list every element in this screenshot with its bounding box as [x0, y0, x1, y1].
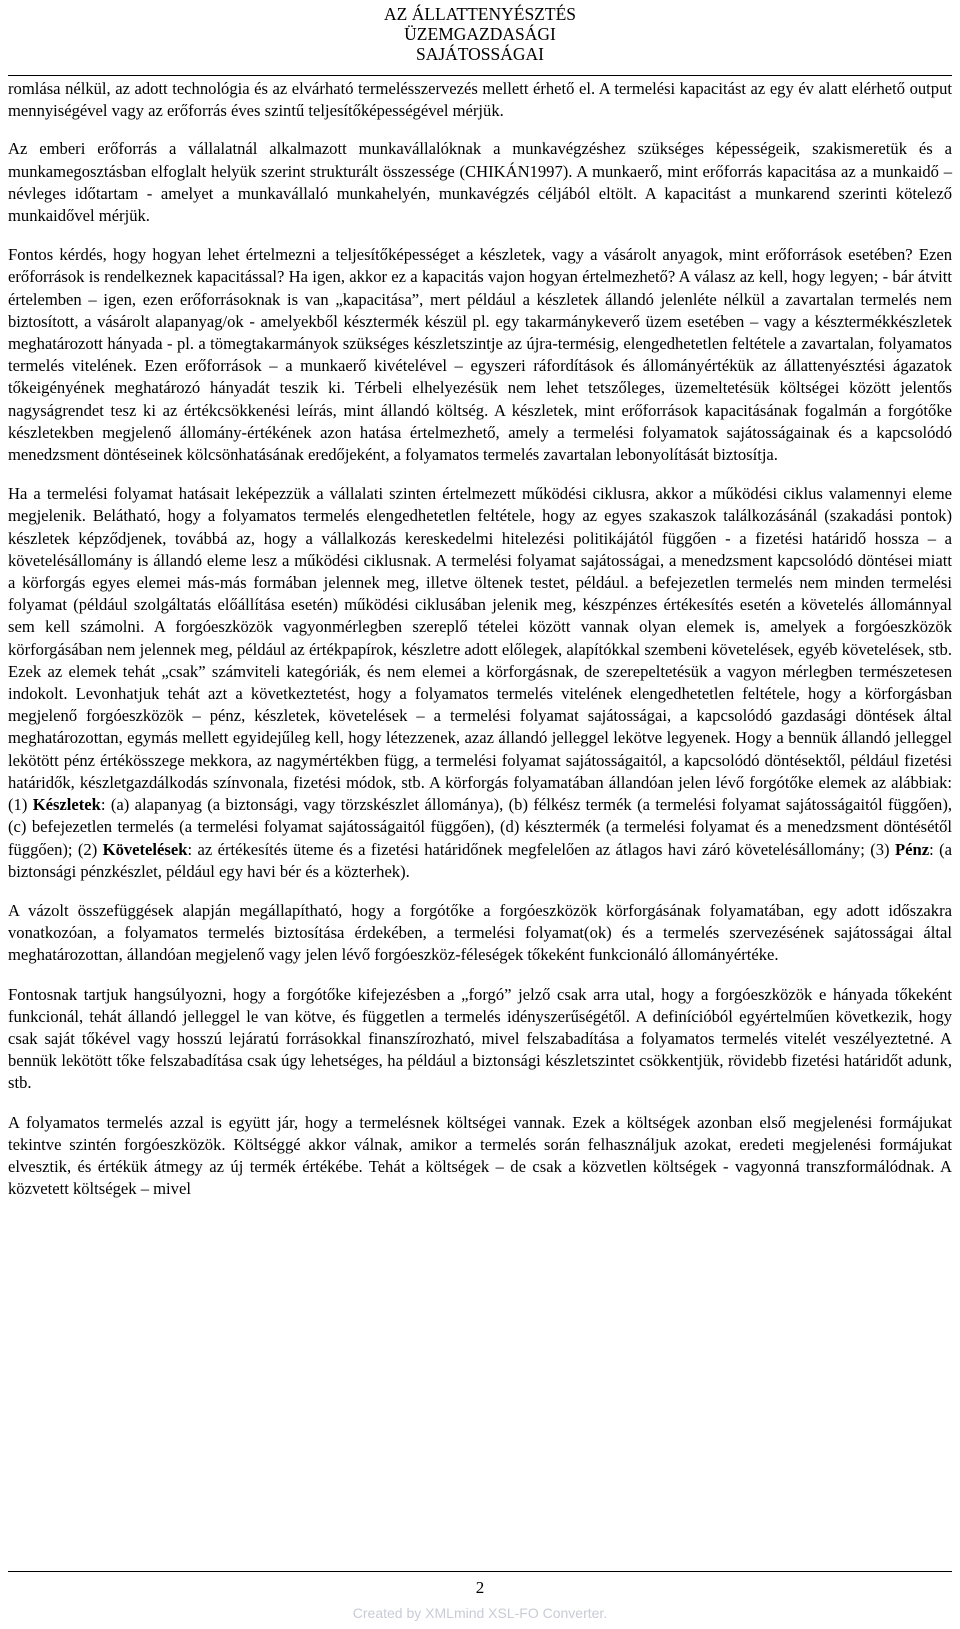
- page-number: 2: [475, 1578, 485, 1597]
- paragraph: A vázolt összefüggések alapján megállapítható, hogy a forgótőke a forgóeszközök körforgásának folyamatában, egy adott időszakra vonatkozóan, a folyamatos termelés biztosítása érdekében, a termelési folyamat(ok) és a termelés szervezésének sajátosságai által meghatározottan, állandóan megjelenő vagy jelen lévő forgóeszköz-féleségek tőkeként funkcionáló állományértéke.: [8, 900, 952, 965]
- running-header: [0, 4, 960, 64]
- footer-divider: [8, 1571, 952, 1572]
- paragraph-text: : (a) alapanyag (a biztonsági, vagy törzskészlet állománya), (b) félkész termék (a termelési folyamat sajátosságaitól függően), (c) befejezetlen termelés (a termelési folyamat sajátosságaitól függően), (d) késztermék (a termelési folyamat és a menedzsment döntésétől függően); (2): [8, 795, 952, 859]
- converter-watermark: Created by XMLmind XSL-FO Converter.: [352, 1605, 608, 1621]
- header-line: AZ ÁLLATTENYÉSZTÉS: [384, 4, 576, 24]
- paragraph: Fontosnak tartjuk hangsúlyozni, hogy a forgótőke kifejezésben a „forgó” jelző csak arra utal, hogy a forgóeszközök e hányada tőkeként funkcionál, tehát állandó jelleggel le van kötve, és független a termelés idényszerűségétől. A definícióból egyértelműen következik, hogy csak saját tőkével vagy hosszú lejáratú forrásokkal finanszírozható, mivel felszabadítása a folyamatos termelés vitelét veszélyeztetné. A bennük lekötött tőke felszabadítása csak úgy lehetséges, ha például a biztonsági készletszintet csökkentjük, rövidebb fizetési határidőt adunk, stb.: [8, 984, 952, 1093]
- header-divider: [8, 75, 952, 76]
- paragraph-text: : az értékesítés üteme és a fizetési határidőnek megfelelően az átlagos havi záró követelésállomány; (3): [187, 839, 895, 859]
- paragraph: romlása nélkül, az adott technológia és az elvárható termelésszervezés mellett érhető el. A termelési kapacitást az egy év alatt elérhető output mennyiségével vagy az erőforrás éves szintű teljesítőképességével mérjük.: [8, 79, 952, 121]
- bold-term: Pénz: [894, 839, 930, 859]
- paragraph: Az emberi erőforrás a vállalatnál alkalmazott munkavállalóknak a munkavégzéshez szükséges képességeik, szakismeretük és a munkamegosztásban elfoglalt helyük szerint strukturált összessége (CHIKÁN1997). A munkaerő, mint erőforrás kapacitása az a munkaidő – névleges időtartam - amelyet a munkavállaló munkahelyén, munkavégzés céljából eltölt. A kapacitást a munkarend szerinti kötelező munkaidővel mérjük.: [8, 139, 952, 226]
- paragraph: [8, 483, 952, 883]
- paragraph-text: : (a biztonsági pénzkészlet, például egy havi bér és a közterhek).: [8, 839, 952, 881]
- paragraph: Fontos kérdés, hogy hogyan lehet értelmezni a teljesítőképességet a készletek, vagy a vásárolt anyagok, mint erőforrások esetében? Ezen erőforrások is rendelkeznek kapacitással? Ha igen, akkor ez a kapacitás vajon hogyan értelmezhető? A válasz az kell, hogy legyen; - bár átvitt értelemben – igen, ezen erőforrásoknak is van „kapacitása”, mert például a készletek állandó jelenléte nélkül a zavartalan termelés nem biztosított, a vásárolt alapanyag/ok - amelyekből késztermék készül pl. egy takarmánykeverő üzem esetében – vagy a késztermékkészletek meghatározott hányada - pl. a tömegtakarmányok szükséges készletszintje az újra-termésig, elengedhetetlen feltétele a zavartalan, folyamatos termelés vitelének. Ezen erőforrások – a munkaerő kivételével – egyszeri ráfordítások és állományértékük az állattenyésztési ágazatok tőkeigényének meghatározó hányadát teszik ki. Térbeli elhelyezésük nem lehet tetszőleges, üzemeltetésük költségei között jelentős nagyságrendet tesz ki az értékcsökkenési leírás, mint állandó költség. A készletek, mint erőforrások kapacitásának fogalmán a forgótőke készletekben megjelenő állomány-értékének azon hatása értelmezhető, amely a termelési folyamatok sajátosságainak és a kapcsolódó menedzsment döntéseinek kölcsönhatásának eredőjeként, a folyamatos termelés zavartalan lebonyolítását biztosítja.: [8, 245, 952, 465]
- bold-term: Készletek: [32, 795, 101, 815]
- paragraph: A folyamatos termelés azzal is együtt jár, hogy a termelésnek költségei vannak. Ezek a költségek azonban első megjelenési formájukat tekintve szintén forgóeszközök. Költséggé akkor válnak, amikor a termelés során felhasználjuk azokat, eredeti megjelenési formájukat elvesztik, és értékük átmegy az új termék értékébe. Tehát a költségek – de csak a közvetlen költségek - vagyonná transzformálódnak. A közvetett költségek – mivel: [8, 1112, 952, 1199]
- body-text: [8, 78, 952, 1217]
- paragraph-text: Ha a termelési folyamat hatásait leképezzük a vállalati szinten értelmezett működési ciklusra, akkor a működési ciklus valamennyi eleme megjelenik. Belátható, hogy a folyamatos termelés elengedhetetlen feltétele, hogy az egyes szakaszok találkozásánál (szakadási pontok) készletek képződjenek, továbbá az, hogy a vállalkozás kereskedelmi hitelezési politikájától függően - a fizetési határidő hossza – a követelésállomány is állandó eleme lesz a működési ciklusnak. A termelési folyamat sajátosságai, a menedzsment kapcsolódó döntései miatt a körforgás egyes elemei más-más formában jelennek meg, illetve öltenek testet, például. a befejezetlen termelés nem minden termelési folyamat (például szolgáltatás előállítása esetén) működési ciklusában jelenik meg, készpénzes értékesítés esetén a követelés állománnyal sem kell számolni. A forgóeszközök vagyonmérlegben szereplő tételei között vannak olyan elemek is, amelyek a forgóeszközök körforgásában nem jelennek meg, például az értékpapírok, készletre adott előlegek, alapítókkal szembeni követelések, egyéb követelések, stb. Ezek az elemek tehát „csak” számviteli kategóriák, és nem elemei a körforgásnak, de szerepeltetésük a vagyon mérlegben természetesen indokolt. Levonhatjuk tehát azt a következtetést, hogy a folyamatos termelés vitelének elengedhetetlen feltétele, hogy a körforgásban megjelenő forgóeszközök – pénz, készletek, követelések – a termelési folyamat sajátosságai, a kapcsolódó gazdasági döntések által meghatározottan, egymás mellett egyidejűleg kell, hogy létezzenek, azaz állandó jelleggel lekötve legyenek. Hogy a bennük állandó jelleggel lekötött pénz értékösszege mekkora, az nagymértékben függ, a termelési folyamat sajátosságaitól, a kapcsolódó döntésektől, például fizetési határidők, készletgazdálkodás színvonala, fizetési módok, stb. A körforgás folyamatában állandóan jelen lévő forgótőke elemek az alábbiak: (1): [8, 484, 952, 815]
- bold-term: Követelések: [102, 839, 188, 859]
- header-line: ÜZEMGAZDASÁGI: [404, 24, 556, 44]
- header-line: SAJÁTOSSÁGAI: [415, 44, 545, 64]
